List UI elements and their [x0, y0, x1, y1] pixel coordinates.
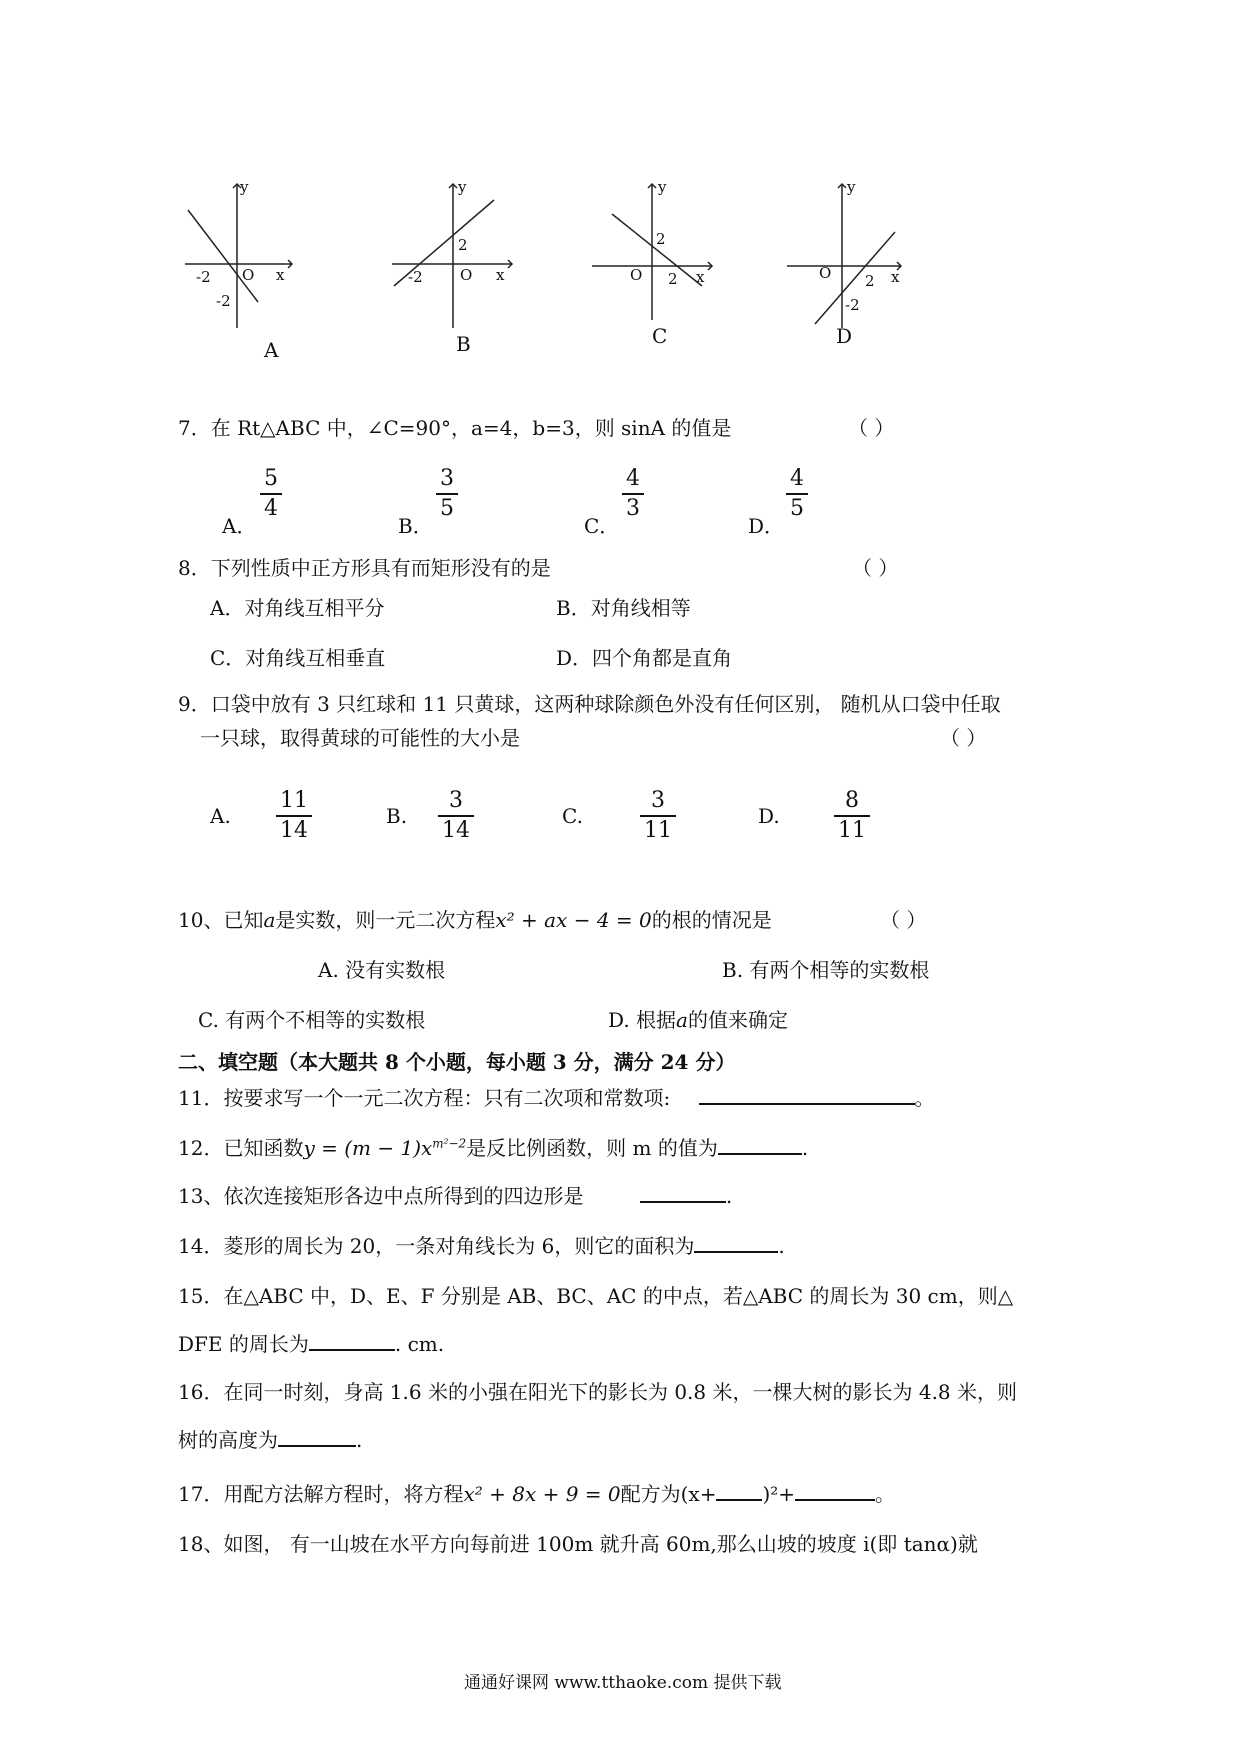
q13-end: .	[725, 1184, 733, 1208]
graph-b-origin: O	[460, 266, 473, 284]
q13	[178, 1180, 732, 1209]
q17-square: )²+	[762, 1482, 796, 1506]
q10-pre: 10、已知	[178, 908, 264, 932]
q8-option-a: A．对角线互相平分	[210, 596, 385, 620]
graph-d-letter: D	[836, 324, 853, 348]
graph-c-letter: C	[652, 324, 668, 348]
q17-equation: x² + 8x + 9 = 0	[463, 1482, 621, 1506]
q11-end: 。	[914, 1086, 935, 1110]
q10-post: 的根的情况是	[651, 908, 772, 932]
q8-option-d: D．四个角都是直角	[556, 646, 733, 670]
q7-option-d-label: D．	[748, 514, 785, 538]
q8-option-b: B．对角线相等	[556, 596, 691, 620]
q12-end: .	[801, 1136, 809, 1160]
graph-a-svg	[180, 180, 300, 330]
q8-option-c: C．对角线互相垂直	[210, 646, 386, 670]
q16-line2-text: 树的高度为	[178, 1428, 278, 1452]
graph-a-origin: O	[242, 266, 255, 284]
q7-option-a-num: 5	[264, 466, 278, 491]
q12-exponent: m²−2	[432, 1136, 467, 1151]
graph-b	[390, 180, 520, 330]
graph-c-tick1: 2	[656, 230, 666, 248]
q10-var: a	[263, 908, 276, 932]
q10-stem	[178, 904, 772, 933]
q9-option-b-fraction	[438, 790, 474, 842]
q16-line2	[178, 1424, 362, 1453]
q10-paren: （ ）	[880, 908, 927, 932]
q17-end: 。	[875, 1482, 896, 1506]
q11-text: 11．按要求写一个一元二次方程：只有二次项和常数项:	[178, 1086, 671, 1110]
q9-option-b-label: B.	[386, 804, 408, 828]
q8-paren: （ ）	[852, 556, 899, 580]
q7-option-c-label: C．	[584, 514, 620, 538]
q9-line1: 9．口袋中放有 3 只红球和 11 只黄球，这两种球除颜色外没有任何区别， 随机从口袋中任取	[178, 692, 1001, 716]
q7-paren: （ ）	[848, 416, 895, 440]
q10-mid: 是实数，则一元二次方程	[275, 908, 496, 932]
q9-option-a-fraction	[276, 790, 312, 842]
q10-option-d	[608, 1004, 788, 1033]
q16-end: .	[356, 1428, 363, 1452]
q12-answer-blank[interactable]	[718, 1133, 802, 1155]
graph-b-svg	[390, 180, 520, 330]
q7-stem: 7．在 Rt△ABC 中，∠C=90°，a=4，b=3，则 sinA 的值是	[178, 416, 732, 440]
q14-answer-blank[interactable]	[694, 1231, 778, 1253]
q14	[178, 1230, 785, 1259]
q9-option-c-fraction	[640, 790, 676, 842]
q9-line2: 一只球，取得黄球的可能性的大小是	[200, 726, 520, 750]
q9-option-c-label: C.	[562, 804, 583, 828]
q9-option-a-label: A.	[210, 804, 231, 828]
graph-d	[785, 180, 915, 330]
q12-post: 是反比例函数，则 m 的值为	[466, 1136, 718, 1160]
q9-option-c-den: 11	[644, 818, 672, 843]
q10-option-d-post: 的值来确定	[687, 1008, 788, 1032]
graph-c	[590, 180, 720, 330]
q9-option-c-num: 3	[651, 788, 665, 813]
graph-c-y-label: y	[658, 178, 667, 196]
graph-c-tick2: 2	[668, 270, 678, 288]
q9-option-b-den: 14	[442, 818, 470, 843]
q15-line2-text: DFE 的周长为	[178, 1332, 309, 1356]
q9-option-a-den: 14	[280, 818, 308, 843]
graph-a-x-label: x	[276, 266, 285, 284]
graph-b-tick2: -2	[408, 268, 423, 286]
q7-option-d-num: 4	[790, 466, 804, 491]
q18-text: 18、如图， 有一山坡在水平方向每前进 100m 就升高 60m,那么山坡的坡度 i(即 tanα)就	[178, 1532, 978, 1556]
graph-d-tick1: 2	[865, 272, 875, 290]
q7-option-c-den: 3	[626, 496, 640, 521]
q7-option-a-label: A．	[222, 514, 257, 538]
q15-line1: 15．在△ABC 中，D、E、F 分别是 AB、BC、AC 的中点，若△ABC 的周长为 30 cm，则△	[178, 1284, 1014, 1308]
graph-b-tick1: 2	[458, 236, 468, 254]
q13-answer-blank[interactable]	[640, 1181, 726, 1203]
section-2-heading: 二、填空题（本大题共 8 个小题，每小题 3 分，满分 24 分）	[178, 1050, 736, 1074]
q12-equation: y = (m − 1)x	[303, 1136, 433, 1160]
graph-d-x-label: x	[891, 268, 900, 286]
graph-b-y-label: y	[458, 178, 467, 196]
q7-option-d-den: 5	[790, 496, 804, 521]
q9-option-d-label: D.	[758, 804, 780, 828]
page-footer: 通通好课网 www.tthaoke.com 提供下载	[464, 1673, 782, 1693]
q9-option-d-num: 8	[845, 788, 859, 813]
q15-answer-blank[interactable]	[309, 1329, 395, 1351]
graph-c-x-label: x	[696, 268, 705, 286]
graph-a-tick1: -2	[196, 268, 211, 286]
q14-text: 14．菱形的周长为 20，一条对角线长为 6，则它的面积为	[178, 1234, 695, 1258]
q11-answer-blank[interactable]	[699, 1083, 915, 1105]
q7-option-b-fraction	[436, 468, 458, 520]
graph-a	[180, 180, 300, 330]
graph-b-letter: B	[456, 332, 471, 356]
q10-option-a: A. 没有实数根	[318, 958, 446, 982]
graph-a-letter: A	[264, 338, 279, 362]
q15-end: . cm.	[394, 1332, 445, 1356]
q9-paren: （ ）	[940, 726, 987, 750]
q10-option-b: B. 有两个相等的实数根	[722, 958, 930, 982]
graph-b-x-label: x	[496, 266, 505, 284]
q15-line2	[178, 1328, 444, 1357]
q16-line1: 16．在同一时刻，身高 1.6 米的小强在阳光下的影长为 0.8 米，一棵大树的影长为 4.8 米，则	[178, 1380, 1018, 1404]
q7-option-b-num: 3	[440, 466, 454, 491]
q9-option-d-den: 11	[838, 818, 866, 843]
q10-option-c: C. 有两个不相等的实数根	[198, 1008, 426, 1032]
q7-option-a-den: 4	[264, 496, 278, 521]
q10-option-d-pre: D. 根据	[608, 1008, 677, 1032]
graph-d-y-label: y	[847, 178, 856, 196]
q17-answer-blank-1[interactable]	[716, 1479, 762, 1501]
q12	[178, 1132, 808, 1161]
q7-option-c-num: 4	[626, 466, 640, 491]
graph-a-tick2: -2	[216, 292, 231, 310]
q13-text: 13、依次连接矩形各边中点所得到的四边形是	[178, 1184, 584, 1208]
q7-option-d-fraction	[786, 468, 808, 520]
q12-pre: 12．已知函数	[178, 1136, 304, 1160]
graph-d-tick2: -2	[845, 296, 860, 314]
q7-option-c-fraction	[622, 468, 644, 520]
q17-answer-blank-2[interactable]	[795, 1479, 875, 1501]
q9-option-a-num: 11	[280, 788, 308, 813]
q7-option-a-fraction	[260, 468, 282, 520]
q8-stem: 8．下列性质中正方形具有而矩形没有的是	[178, 556, 551, 580]
q14-end: .	[778, 1234, 785, 1258]
q17-mid: 配方为(x+	[620, 1482, 717, 1506]
q10-equation: x² + ax − 4 = 0	[495, 908, 652, 932]
q17-pre: 17．用配方法解方程时，将方程	[178, 1482, 464, 1506]
graph-c-origin: O	[630, 266, 643, 284]
q7-option-b-den: 5	[440, 496, 454, 521]
q16-answer-blank[interactable]	[278, 1425, 356, 1447]
q9-option-d-fraction	[834, 790, 870, 842]
graph-a-y-label: y	[240, 178, 249, 196]
graph-d-origin: O	[819, 264, 832, 282]
graph-c-svg	[590, 180, 720, 330]
q7-option-b-label: B．	[398, 514, 433, 538]
q9-option-b-num: 3	[449, 788, 463, 813]
q11	[178, 1082, 935, 1111]
q17	[178, 1478, 895, 1507]
q10-option-d-var: a	[676, 1008, 688, 1032]
